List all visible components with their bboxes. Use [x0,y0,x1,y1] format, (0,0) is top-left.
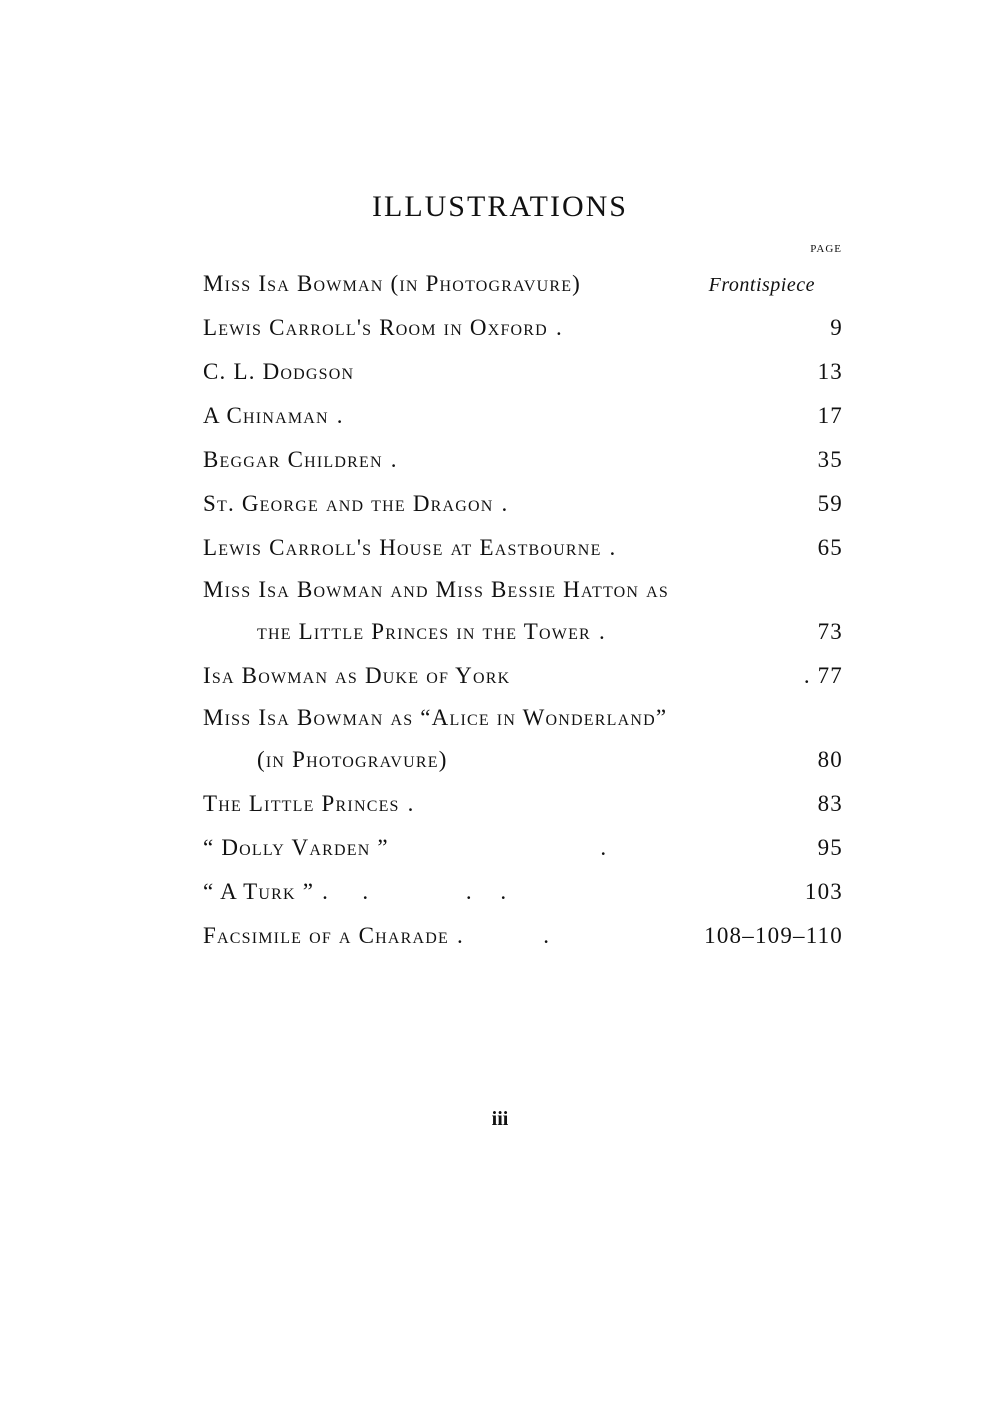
list-item [203,782,843,826]
entry-leader: . [600,835,607,860]
entry-page: 95 [817,835,843,860]
entry-title: (in Photogravure) [257,747,448,772]
entry-page: 77 [817,663,843,688]
entry-leader: . [803,663,810,688]
list-item [203,262,843,306]
list-item [203,570,843,610]
entry-title: The Little Princes [203,791,400,816]
entry-leader: . [336,403,343,428]
list-item [203,914,843,958]
entry-leader: . [390,447,397,472]
list-item-continuation [203,610,843,654]
list-item [203,438,843,482]
entry-page: 13 [817,359,843,384]
entry-leader: . [609,535,616,560]
list-item [203,482,843,526]
list-item [203,654,843,698]
entry-title: the Little Princes in the Tower [257,619,591,644]
entry-page: 83 [817,791,843,816]
entry-leader: . . . . [322,879,507,904]
list-item [203,826,843,870]
entry-page: 59 [817,491,843,516]
entry-title: Miss Isa Bowman (in Photogravure) [203,271,582,296]
entry-title: Miss Isa Bowman and Miss Bessie Hatton as [203,577,669,602]
entry-title: Beggar Children [203,447,383,472]
entry-title: St. George and the Dragon [203,491,494,516]
list-item [203,870,843,914]
entry-leader: . [407,791,414,816]
entry-page: 80 [817,747,843,772]
entry-leader: . . [457,923,550,948]
entry-title: “ A Turk ” [203,879,315,904]
list-item [203,526,843,570]
list-item [203,698,843,738]
entry-page: 103 [804,879,843,904]
entry-page: 108–109–110 [704,923,843,948]
page-column-header: PAGE [810,243,842,255]
entry-page: 9 [830,315,843,340]
entry-page: Frontispiece [708,274,815,296]
entry-page: 73 [817,619,843,644]
entry-leader: . [598,619,605,644]
entry-title: Facsimile of a Charade [203,923,450,948]
entry-title: “ Dolly Varden ” [203,835,389,860]
list-item [203,394,843,438]
entry-title: Miss Isa Bowman as “Alice in Wonderland” [203,705,668,730]
entry-page: 17 [817,403,843,428]
entry-title: Lewis Carroll's House at Eastbourne [203,535,602,560]
entry-title: Lewis Carroll's Room in Oxford [203,315,548,340]
illustrations-list [203,262,843,958]
entry-leader: . [555,315,562,340]
entry-page: 65 [817,535,843,560]
entry-page: 35 [817,447,843,472]
list-item-continuation [203,738,843,782]
list-item [203,306,843,350]
entry-title: C. L. Dodgson [203,359,355,384]
entry-leader: . [501,491,508,516]
list-item [203,350,843,394]
entry-title: A Chinaman [203,403,329,428]
page-title: ILLUSTRATIONS [372,190,628,223]
entry-title: Isa Bowman as Duke of York [203,663,511,688]
page-folio: iii [491,1108,509,1130]
